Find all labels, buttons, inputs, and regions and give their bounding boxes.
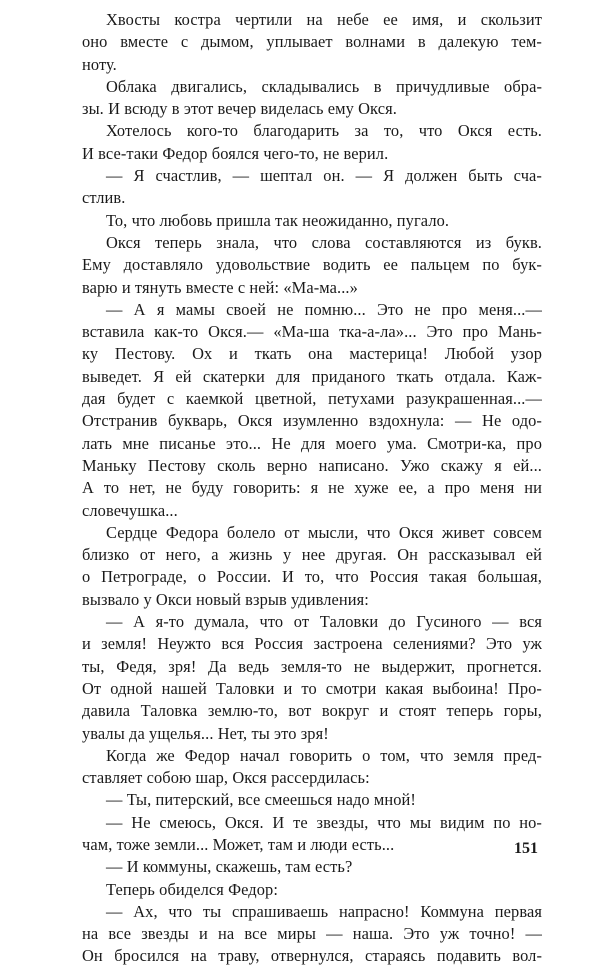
text-line: ноту. [82, 54, 117, 74]
text-line: стлив. [82, 188, 126, 208]
text-line: выведет. Я ей скатерки для приданого ткать отдала. Каж- [82, 366, 542, 386]
text-line: — Ах, что ты спрашиваешь напрасно! Коммуна первая [106, 901, 542, 921]
text-line: Отстранив букварь, Окся изумленно вздохнула: — Не одо- [82, 411, 542, 431]
text-line: Ему доставляло удовольствие водить ее пальцем по бук- [82, 255, 542, 275]
text-line: — И коммуны, скажешь, там есть? [106, 857, 353, 877]
text-line: — Я счастлив, — шептал он. — Я должен быть сча- [106, 166, 542, 186]
text-line: То, что любовь пришла так неожиданно, пугало. [106, 210, 450, 230]
text-line: оно вместе с дымом, уплывает волнами в далекую тем- [82, 32, 542, 52]
text-line: Маньку Пестову сколь верно написано. Ужо скажу я ей... [82, 455, 542, 475]
text-line: варю и тянуть вместе с ней: «Ма-ма...» [82, 277, 358, 297]
text-line: Окся теперь знала, что слова составляются из букв. [106, 232, 542, 252]
text-line: Хвосты костра чертили на небе ее имя, и скользит [106, 10, 542, 29]
text-line: на все звезды и на все миры — наша. Это уж точно! — [82, 924, 542, 944]
text-line: От одной нашей Таловки и то смотри какая выбоина! Про- [82, 678, 542, 698]
text-line: вставила как-то Окся.— «Ма-ша тка-а-ла»... Это про Мань- [82, 322, 542, 342]
text-line: Хотелось кого-то благодарить за то, что Окся есть. [106, 121, 542, 141]
page-number: 151 [514, 840, 538, 857]
text-line: ставляет собою шар, Окся рассердилась: [82, 768, 370, 788]
text-line: — Ты, питерский, все смеешься надо мной! [106, 790, 416, 810]
text-line: близко от него, а жизнь у нее другая. Он рассказывал ей [82, 545, 542, 565]
text-line: ты, Федя, зря! Да ведь земля-то не выдержит, прогнется. [82, 656, 542, 676]
text-line: И все-таки Федор боялся чего-то, не верил. [82, 143, 389, 163]
text-line: зы. И всюду в этот вечер виделась ему Окся. [82, 99, 397, 119]
text-line: — Не смеюсь, Окся. И те звезды, что мы видим по но- [106, 812, 542, 832]
text-line: о Петрограде, о России. И то, что Россия такая большая, [82, 567, 542, 587]
text-line: дая будет с каемкой цветной, петухами разукрашенная...— [82, 389, 542, 409]
text-line: вызвало у Окси новый взрыв удивления: [82, 589, 369, 609]
text-line: словечушка... [82, 500, 178, 520]
text-line: ку Пестову. Ох и ткать она мастерица! Любой узор [82, 344, 542, 364]
text-line: А то нет, не буду говорить: я не хуже ее, а про меня ни [82, 478, 542, 498]
text-line: лать мне писанье это... Не для моего ума. Смотри-ка, про [82, 433, 542, 453]
text-line: Сердце Федора болело от мысли, что Окся живет совсем [106, 522, 542, 542]
text-line: Когда же Федор начал говорить о том, что земля пред- [106, 745, 542, 765]
page-text [82, 9, 542, 968]
text-line: — А я мамы своей не помню... Это не про меня...— [106, 299, 542, 319]
text-line: Облака двигались, складывались в причудливые обра- [106, 76, 542, 96]
text-line: Теперь обиделся Федор: [106, 879, 278, 899]
text-line: давила Таловка землю-то, вот вокруг и стоят теперь горы, [82, 701, 542, 721]
text-line: — А я-то думала, что от Таловки до Гусиного — вся [106, 612, 542, 632]
text-line: и земля! Неужто вся Россия застроена селениями? Это уж [82, 634, 542, 654]
text-line: увалы да ущелья... Нет, ты это зря! [82, 723, 329, 743]
text-line: чам, тоже земли... Может, там и люди есть... [82, 834, 395, 854]
text-line: Он бросился на траву, отвернулся, стараясь подавить вол- [82, 946, 542, 966]
